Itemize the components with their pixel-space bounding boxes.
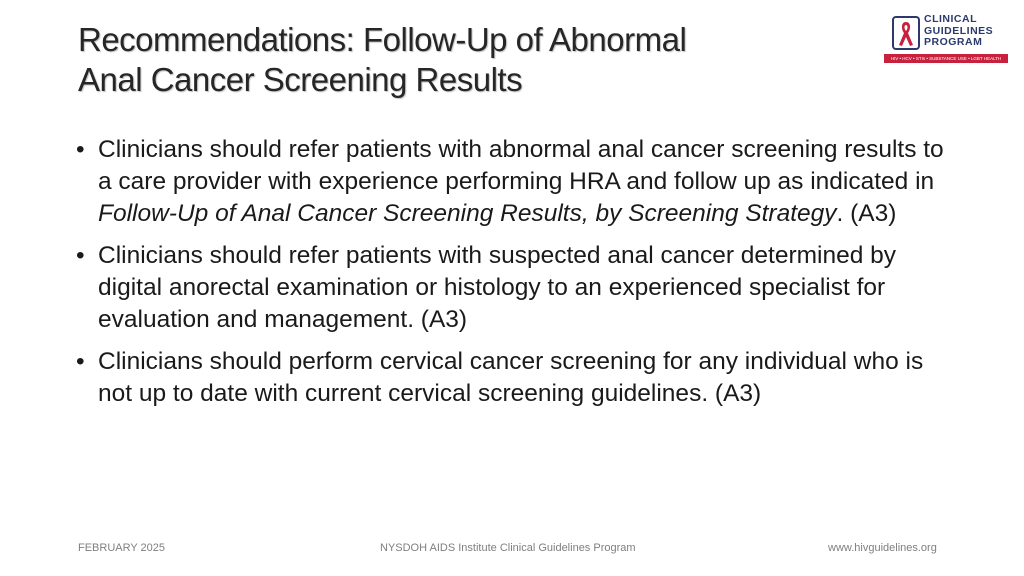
recommendation-list	[76, 134, 956, 420]
bullet-icon: •	[76, 348, 85, 375]
recommendation-text: Clinicians should refer patients with suspected anal cancer determined by digital anorectal examination or histology to an experienced specialist for evaluation and management. (A3)	[98, 242, 897, 333]
footer-program: NYSDOH AIDS Institute Clinical Guidelines Program	[380, 542, 636, 554]
logo-line-3: PROGRAM	[924, 36, 983, 48]
slide-title-line-1: Recommendations: Follow-Up of Abnormal	[78, 21, 687, 58]
bullet-icon: •	[76, 136, 85, 163]
recommendation-item	[76, 346, 956, 410]
recommendation-item	[76, 134, 956, 230]
footer-date: FEBRUARY 2025	[78, 542, 166, 554]
footer-url[interactable]: www.hivguidelines.org	[828, 542, 937, 554]
logo-line-1: CLINICAL	[924, 13, 977, 25]
recommendation-text: Clinicians should perform cervical cancer screening for any individual who is not up to date with current cervical screening guidelines. (A3)	[98, 348, 924, 407]
recommendation-text: Clinicians should refer patients with abnormal anal cancer screening results to a care provider with experience performing HRA and follow up as indicated in	[98, 136, 944, 195]
logo-line-2: GUIDELINES	[924, 24, 994, 37]
red-ribbon-icon	[892, 16, 920, 50]
clinical-guidelines-program-logo	[884, 14, 1008, 64]
recommendation-item	[76, 240, 956, 336]
recommendation-reference: Follow-Up of Anal Cancer Screening Results, by Screening Strategy	[98, 200, 837, 227]
slide-title-line-2: Anal Cancer Screening Results	[78, 61, 523, 98]
logo-wordmark	[924, 14, 993, 49]
recommendation-rating: . (A3)	[836, 200, 897, 227]
bullet-icon: •	[76, 242, 85, 269]
logo-tagline-bar: HIV • HCV • STIs • SUBSTANCE USE • LGBT HEALTH	[884, 54, 1008, 63]
slide-title	[78, 20, 858, 100]
